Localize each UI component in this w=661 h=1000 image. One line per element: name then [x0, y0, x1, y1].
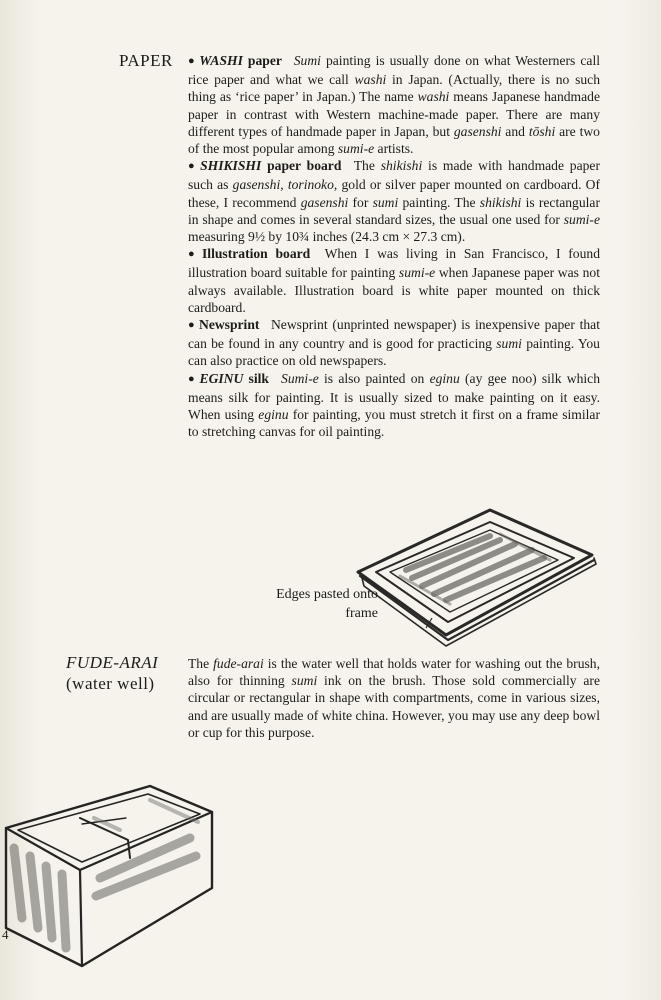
- bullet-icon: ●: [188, 160, 198, 173]
- bullet-icon: ●: [188, 372, 197, 385]
- paper-term: EGINU silk: [199, 370, 269, 386]
- paper-term: SHIKISHI paper board: [200, 158, 342, 174]
- figure-caption: Edges pasted onto frame: [276, 587, 378, 621]
- fude-arai-text-block: [188, 655, 600, 741]
- bullet-icon: ●: [188, 55, 197, 67]
- bullet-icon: ●: [188, 319, 196, 332]
- paper-term: Illustration board: [202, 246, 311, 262]
- paper-term: Newsprint: [199, 317, 260, 333]
- paper-description: Sumi painting is usually done on what Westerners call rice paper and what we call washi in Japan. (Actually, there is no such thing as ‘rice paper’ in Japan.) The name washi means Japanese handmade paper in contrast with Western machine-made paper. There are many different types of handmade paper in Japan, but gasenshi and tōshi are two of the most popular among sumi-e artists.: [188, 53, 600, 157]
- fude-arai-title: FUDE-ARAI: [66, 653, 159, 672]
- paper-paragraph: [188, 52, 600, 157]
- paper-paragraph: [188, 316, 600, 370]
- show-through-text: [48, 70, 51, 83]
- paper-description: Sumi-e is also painted on eginu (ay gee noo) silk which means silk for painting. It is usually sized to make painting on it easy. When using eginu for painting, you must stretch it first on a frame similar to stretching canvas for oil painting.: [188, 370, 600, 440]
- paper-paragraph: [188, 157, 600, 245]
- paper-paragraph: [188, 245, 600, 316]
- bullet-icon: ●: [188, 248, 200, 261]
- page-number: 4: [2, 927, 9, 942]
- fude-arai-subtitle: (water well): [66, 674, 155, 693]
- paper-text-block: [188, 52, 600, 440]
- fude-arai-paragraph: The fude-arai is the water well that holds water for washing out the brush, also for thinning sumi ink on the brush. Those sold commercially are circular or rectangular in shape with compartments, come in various sizes, and are usually made of white china. However, you may use any deep bowl or cup for this purpose.: [188, 656, 600, 740]
- paper-paragraph: [188, 370, 600, 441]
- paper-description: The shikishi is made with handmade paper such as gasenshi, torinoko, gold or silver paper mounted on cardboard. Of these, I recommend gasenshi for sumi painting. The shikishi is rectangular in shape and comes in several standard sizes, the usual one used for sumi-e measuring 9½ by 10¾ inches (24.3 cm × 27.3 cm).: [188, 158, 601, 245]
- paper-term: WASHI paper: [199, 53, 282, 68]
- paper-heading: PAPER: [119, 51, 173, 70]
- paper-description: When I was living in San Francisco, I found illustration board suitable for painting sumi-e when Japanese paper was not always available. Illustration board is white paper mounted on thick cardboard.: [188, 246, 600, 315]
- fude-arai-heading: [66, 652, 158, 694]
- paper-description: Newsprint (unprinted newspaper) is inexpensive paper that can be found in any country and is good for practicing sumi painting. You can also practice on old newspapers.: [188, 317, 600, 369]
- silk-frame-illustration: [350, 500, 600, 650]
- water-well-illustration: [0, 778, 240, 978]
